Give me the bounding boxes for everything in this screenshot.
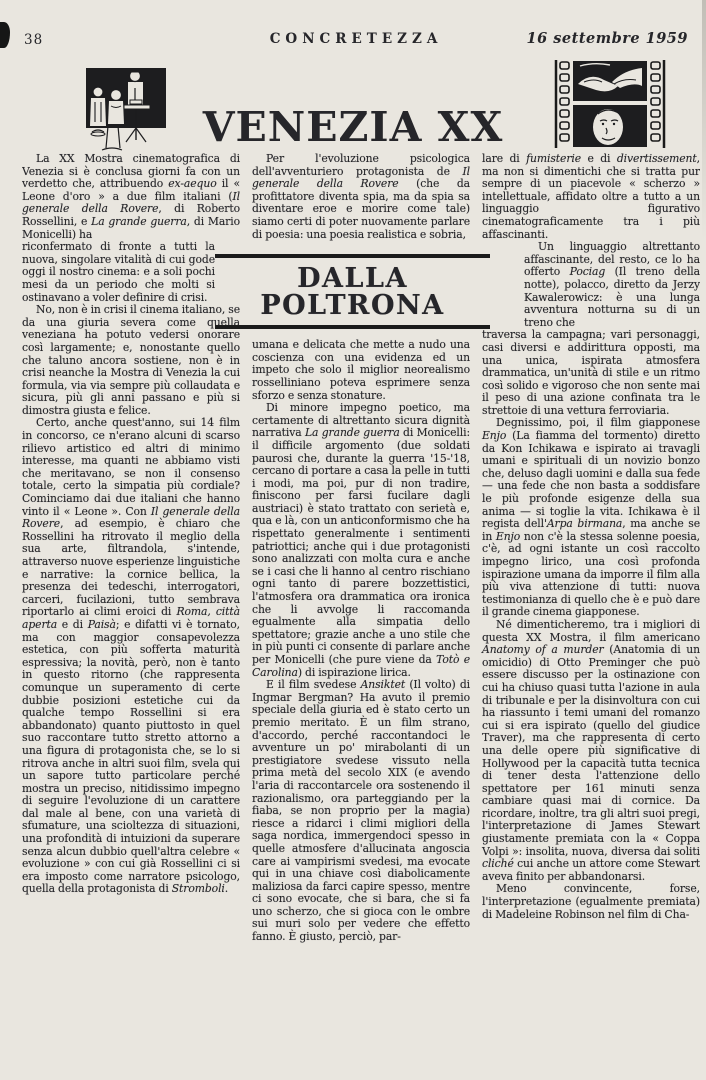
column-1 [22, 153, 240, 1075]
paragraph: Degnissimo, poi, il film giapponese Enjo (La fiamma del tormento) diretto da Kon Ichikawa e ispirato ai travagli umani e spirituali di un novizio bonzo che, deluso dagli uomini e dalla sua fede — una fede che non basta a soddisfare le più profonde esigenze della sua anima — si toglie la vita. Ichikawa è il regista dell'Arpa birmana, ma anche se in Enjo non c'è la stessa solenne poesia, c'è, ad ogni istante un così raccolto impegno lirico, una così profonda ispirazione umana da imporre il film alla più viva attenzione di tutti: nuova testimonianza di quello che è e può dare il grande cinema giapponese. [482, 416, 700, 619]
paragraph: Un linguaggio altrettanto affascinante, del resto, ce lo ha offerto Pociag (Il treno della notte), polacco, diretto da Jerzy Kawalerowicz: è una lunga avventura notturna su di un treno che [524, 240, 700, 329]
cafe-scene-icon [78, 68, 174, 154]
filmstrip-illustration [554, 58, 666, 154]
scan-artifact [0, 22, 10, 48]
paragraph: Né dimenticheremo, tra i migliori di questa XX Mostra, il film americano Anatomy of a murder (Anatomia di un omicidio) di Otto Preminger che può essere discusso per la ostinazione con cui ha chiuso quasi tutta l'azione in aula di tribunale e per la disinvoltura con cui ha riassunto i temi umani del romanzo cui si era ispirato (quello del giudice Traver), ma che rappresenta di certo una delle opere più significative di Hollywood per la capacità tutta tecnica di tener desta l'attenzione dello spettatore per 161 minuti senza cambiare quasi mai di cornice. Da ricordare, inoltre, tra gli altri suoi pregi, l'interpretazione di James Stewart giustamente premiata con la « Coppa Volpi »: insolita, nuova, diversa dai soliti cliché cui anche un attore come Stewart aveva finito per abbandonarsi. [482, 617, 700, 883]
section-heading: DALLA POLTRONA [260, 263, 445, 322]
paragraph: Meno convincente, forse, l'interpretazione (egualmente premiata) di Madeleine Robinson nel film di Cha- [482, 882, 700, 921]
paragraph: riconfermato di fronte a tutti la nuova, singolare vitalità di cui gode oggi il nostro cinema: e a soli pochi mesi da un periodo che molti si ostinavano a voler definire di crisi. [22, 240, 215, 304]
issue-date: 16 settembre 1959 [526, 30, 688, 47]
paragraph: E il film svedese Ansiktet (Il volto) di Ingmar Bergman? Ha avuto il premio speciale della giuria ed è stato certo un premio meritato. È un film strano, d'accordo, perché raccontandoci le avventure un po' mirabolanti di un prestigiatore svedese vissuto nella prima metà del secolo XIX (e avendo l'aria di raccontarcele ora sostenendo il razionalismo, ora parteggiando per la fiaba, se non proprio per la magia) riesce a ridarci i climi migliori della saga nordica, immergendoci spesso in quelle atmosfere d'allucinata angoscia care ai vampirismi svedesi, ma evocate qui in una chiave così diabolicamente maliziosa da farci capire spesso, mentre ci sono evocate, che si bara, che si fa uno scherzo, che si gioca con le ombre sui muri solo per vedere che effetto fanno. È giusto, perciò, par- [252, 678, 470, 944]
page-header [24, 30, 688, 50]
column-2-bottom [252, 339, 470, 944]
section-heading-box [215, 254, 490, 329]
paragraph: Di minore impegno poetico, ma certamente di altrettanto sicura dignità narrativa La grande guerra di Monicelli: il difficile argomento (due soldati paurosi che, durante la guerra '15-'18, cercano di portare a casa la pelle in tutti i modi, ma poi, pur di non tradire, finiscono per farsi fucilare dagli austriaci) è stato trattato con serietà e, qua e là, con un anticonformismo che ha rispettato generalmente i sentimenti patriottici; anche qui i due protagonisti sono analizzati con molta cura e anche se i casi che li hanno al centro rischiano ogni tanto di parere bozzettistici, l'atmosfera ora drammatica ora ironica che li avvolge li raccomanda egualmente alla simpatia dello spettatore; grazie anche a uno stile che in più punti ci consente di parlare anche per Monicelli (che pure viene da Totò e Carolina) di ispirazione lirica. [252, 401, 471, 679]
article-body [22, 153, 700, 1075]
column-2-top [252, 153, 470, 241]
paragraph: Certo, anche quest'anno, sui 14 film in concorso, ce n'erano alcuni di scarso rilievo artistico ed altri di minimo interesse, ma quanti ne abbiamo visti che meritavano, se non il consenso totale, certo la simpatia più cordiale? Cominciamo dai due italiani che hanno vinto il « Leone ». Con Il generale della Rovere, ad esempio, è chiaro che Rossellini ha ritrovato il meglio della sua arte, filtrandola, s'intende, attraverso nuove esperienze linguistiche e narrative: la cornice bellica, la presenza dei tedeschi, interrogatori, carceri, fucilazioni, tutto sembrava riportarlo ai climi eroici di Roma, città aperta e di Paisà; e difatti vi è tornato, ma con maggior consapevolezza estetica, con più sofferta maturità espressiva; la novità, però, non è tanto in questo ritorno (che rappresenta comunque un superamento di certe dubbie posizioni estetiche cui da qualche tempo Rossellini si era abbandonato) quanto piuttosto in quel suo raccontare tutto stretto attorno a una figura di protagonista che, se lo si ritrova anche in altri suoi film, svela qui un sapore tutto particolare perché mostra un preciso, nitidissimo impegno di seguire l'evoluzione di un carattere dal male al bene, con una varietà di sfumature, una scioltezza di situazioni, una profondità di intuizioni da superare senza alcun dubbio quell'altra celebre « evoluzione » con cui già Rossellini ci si era imposto come narratore psicologo, quella della protagonista di Stromboli. [22, 416, 241, 896]
column-2 [252, 153, 470, 1075]
paragraph: Per l'evoluzione psicologica dell'avventuriero protagonista de Il generale della Rovere (che da profittatore diventa spia, ma da spia sa diventare eroe e morire come tale) siamo certi di poter nuovamente parlare di poesia: una poesia realistica e sobria, [252, 153, 470, 241]
page-number: 38 [24, 32, 44, 48]
paragraph: No, non è in crisi il cinema italiano, se da una giuria severa come quella veneziana ha potuto vedersi onorare così largamente; e, nonostante quello che taluno ancora sostiene, non è in crisi neanche la Mostra di Venezia la cui formula, via via sempre più collaudata e sicura, più gli anni passano e più si dimostra giusta e felice. [22, 303, 241, 417]
masthead: CONCRETEZZA [269, 31, 443, 47]
cafe-scene-illustration [78, 68, 174, 158]
paragraph: traversa la campagna; vari personaggi, casi diversi e addirittura opposti, ma una unica, ispirata atmosfera drammatica, un'unità di stile e un ritmo così solido e vigoroso che non sente mai il peso di una azione confinata tra le strettoie di una vettura ferroviaria. [482, 328, 700, 417]
filmstrip-icon [554, 58, 666, 150]
page-title: VENEZIA XX [202, 103, 504, 152]
paragraph: lare di fumisterie e di divertissement, ma non si dimentichi che si tratta pur sempre di un piacevole « scherzo » intellettuale, affidato oltre a tutto a un linguaggio figurativo cinematograficamente tra i più affascinanti. [482, 153, 700, 241]
paragraph: La XX Mostra cinematografica di Venezia si è conclusa giorni fa con un verdetto che, attribuendo ex-aequo il « Leone d'oro » a due film italiani (Il generale della Rovere, di Roberto Rossellini, e La grande guerra, di Mario Monicelli) ha [22, 153, 240, 241]
column-3 [482, 153, 700, 1075]
paragraph: umana e delicata che mette a nudo una coscienza con una evidenza ed un impeto che solo il miglior neorealismo rosselliniano poteva esprimere senza sforzo e senza stonature. [252, 338, 470, 402]
